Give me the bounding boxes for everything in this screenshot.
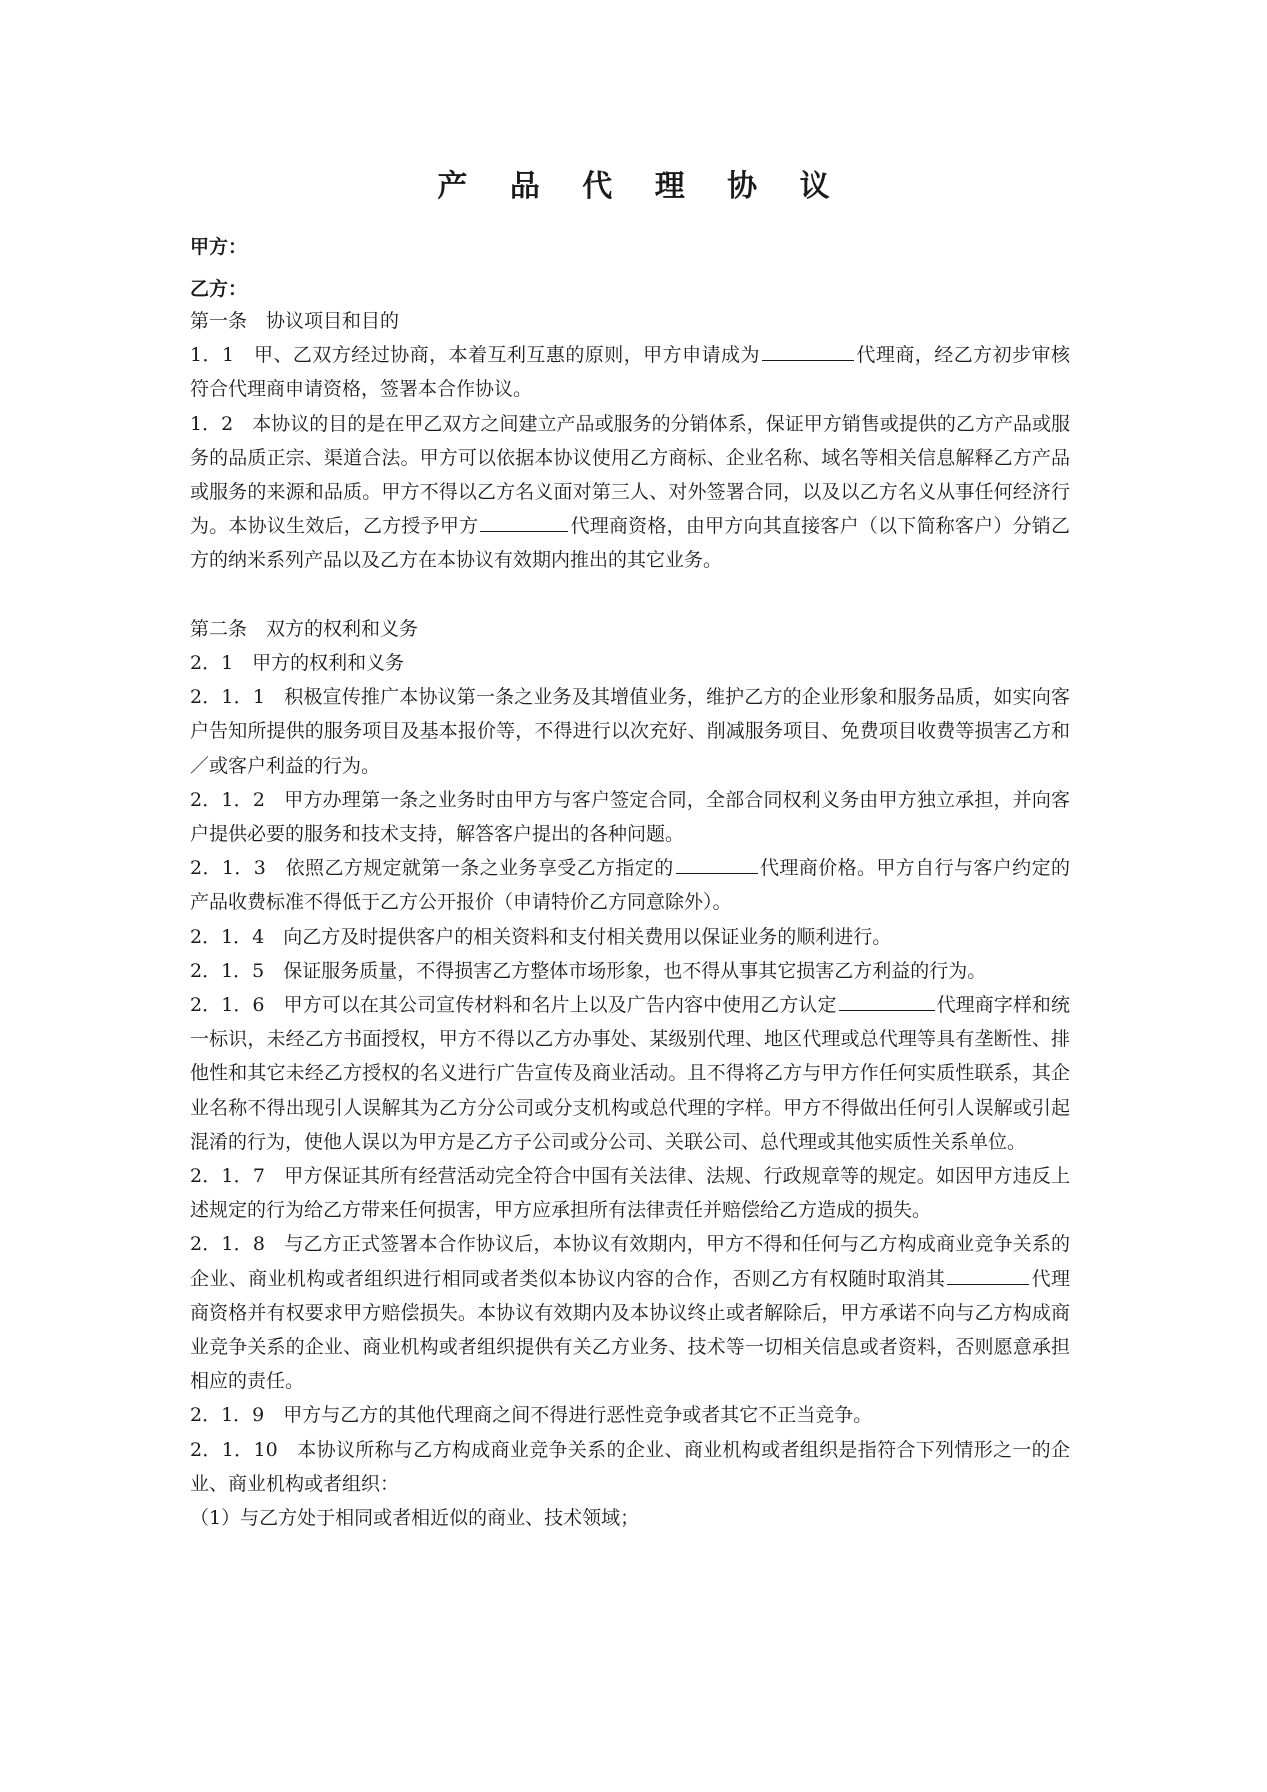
party-b-label: 乙方： [190,278,248,300]
clause-1-2-text-a: 1．2 本协议的目的是在甲乙双方之间建立产品或服务的分销体系，保证甲方销售或提供的乙方产品或服务的品质正宗、渠道合法。甲方可以依据本协议使用乙方商标、企业名称、域名等相关信息解释乙方产品或服务的来源和品质。甲方不得以乙方名义面对第三人、对外签署合同，以及以乙方名义从事任何经济行为。本协议生效后，乙方授予甲方 [190,412,1070,538]
clause-2-1-7: 2．1．7 甲方保证其所有经营活动完全符合中国有关法律、法规、行政规章等的规定。如因甲方违反上述规定的行为给乙方带来任何损害，甲方应承担所有法律责任并赔偿给乙方造成的损失。 [190,1165,1070,1222]
clause-1-1-text-b: 代理商，经乙方初步审核符合代理商申请资格，签署本合作协议。 [190,344,1070,401]
clause-2-1: 2．1 甲方的权利和义务 [190,652,405,675]
clause-2-1-6 [190,988,1070,1159]
clause-2-1-8-text-b: 代理商资格并有权要求甲方赔偿损失。本协议有效期内及本协议终止或者解除后，甲方承诺不向与乙方构成商业竞争关系的企业、商业机构或者组织提供有关乙方业务、技术等一切相关信息或者资料，否则愿意承担相应的责任。 [190,1267,1070,1393]
fill-in-blank [676,853,758,874]
clause-2-1-2: 2．1．2 甲方办理第一条之业务时由甲方与客户签定合同，全部合同权利义务由甲方独立承担，并向客户提供必要的服务和技术支持，解答客户提出的各种问题。 [190,788,1070,846]
clause-1-2 [190,407,1070,578]
clause-2-1-8-text-a: 2．1．8 与乙方正式签署本合作协议后，本协议有效期内，甲方不得和任何与乙方构成商业竞争关系的企业、商业机构或者组织进行相同或者类似本协议内容的合作，否则乙方有权随时取消其 [190,1233,1070,1290]
fill-in-blank [839,990,935,1011]
article1-heading: 第一条 协议项目和目的 [190,310,400,332]
clause-2-1-3-text-b: 代理商价格。甲方自行与客户约定的产品收费标准不得低于乙方公开报价（申请特价乙方同意除外）。 [190,857,1070,914]
fill-in-blank [480,511,568,532]
clause-2-1-6-text-a: 2．1．6 甲方可以在其公司宣传材料和名片上以及广告内容中使用乙方认定 [190,994,837,1017]
paragraph-spacer [190,578,1070,612]
list-item-1: （1）与乙方处于相同或者相近似的商业、技术领域； [190,1507,640,1530]
clause-2-1-5: 2．1．5 保证服务质量，不得损害乙方整体市场形象，也不得从事其它损害乙方利益的行为。 [190,959,987,982]
party-a-label: 甲方： [190,236,248,258]
clause-1-1-text-a: 1．1 甲、乙双方经过协商，本着互利互惠的原则，甲方申请成为 [190,344,760,367]
clause-2-1-10: 2．1．10 本协议所称与乙方构成商业竞争关系的企业、商业机构或者组织是指符合下列情形之一的企业、商业机构或者组织： [190,1438,1070,1495]
clause-2-1-3 [190,851,1070,919]
clause-2-1-9: 2．1．9 甲方与乙方的其他代理商之间不得进行恶性竞争或者其它不正当竞争。 [190,1404,873,1427]
document-title: 产 品 代 理 协 议 [437,169,846,204]
clause-2-1-8 [190,1227,1070,1398]
article2-heading: 第二条 双方的权利和义务 [190,617,419,640]
clause-2-1-1: 2．1．1 积极宣传推广本协议第一条之业务及其增值业务，维护乙方的企业形象和服务品质，如实向客户告知所提供的服务项目及基本报价等，不得进行以次充好、削减服务项目、免费项目收费等损害乙方和／或客户利益的行为。 [190,686,1070,777]
clause-1-2-text-b: 代理商资格，由甲方向其直接客户（以下简称客户）分销乙方的纳米系列产品以及乙方在本协议有效期内推出的其它业务。 [190,515,1070,572]
clause-2-1-3-text-a: 2．1．3 依照乙方规定就第一条之业务享受乙方指定的 [190,857,674,880]
clause-2-1-4: 2．1．4 向乙方及时提供客户的相关资料和支付相关费用以保证业务的顺利进行。 [190,925,892,948]
document-body [190,304,1070,1535]
clause-2-1-6-text-b: 代理商字样和统一标识，未经乙方书面授权，甲方不得以乙方办事处、某级别代理、地区代理或总代理等具有垄断性、排他性和其它未经乙方授权的名义进行广告宣传及商业活动。且不得将乙方与甲方作任何实质性联系，其企业名称不得出现引人误解其为乙方分公司或分支机构或总代理的字样。甲方不得做出任何引人误解或引起混淆的行为，使他人误以为甲方是乙方子公司或分公司、关联公司、总代理或其他实质性关系单位。 [190,994,1070,1153]
clause-1-1 [190,338,1070,406]
fill-in-blank [762,340,854,361]
fill-in-blank [947,1264,1029,1285]
